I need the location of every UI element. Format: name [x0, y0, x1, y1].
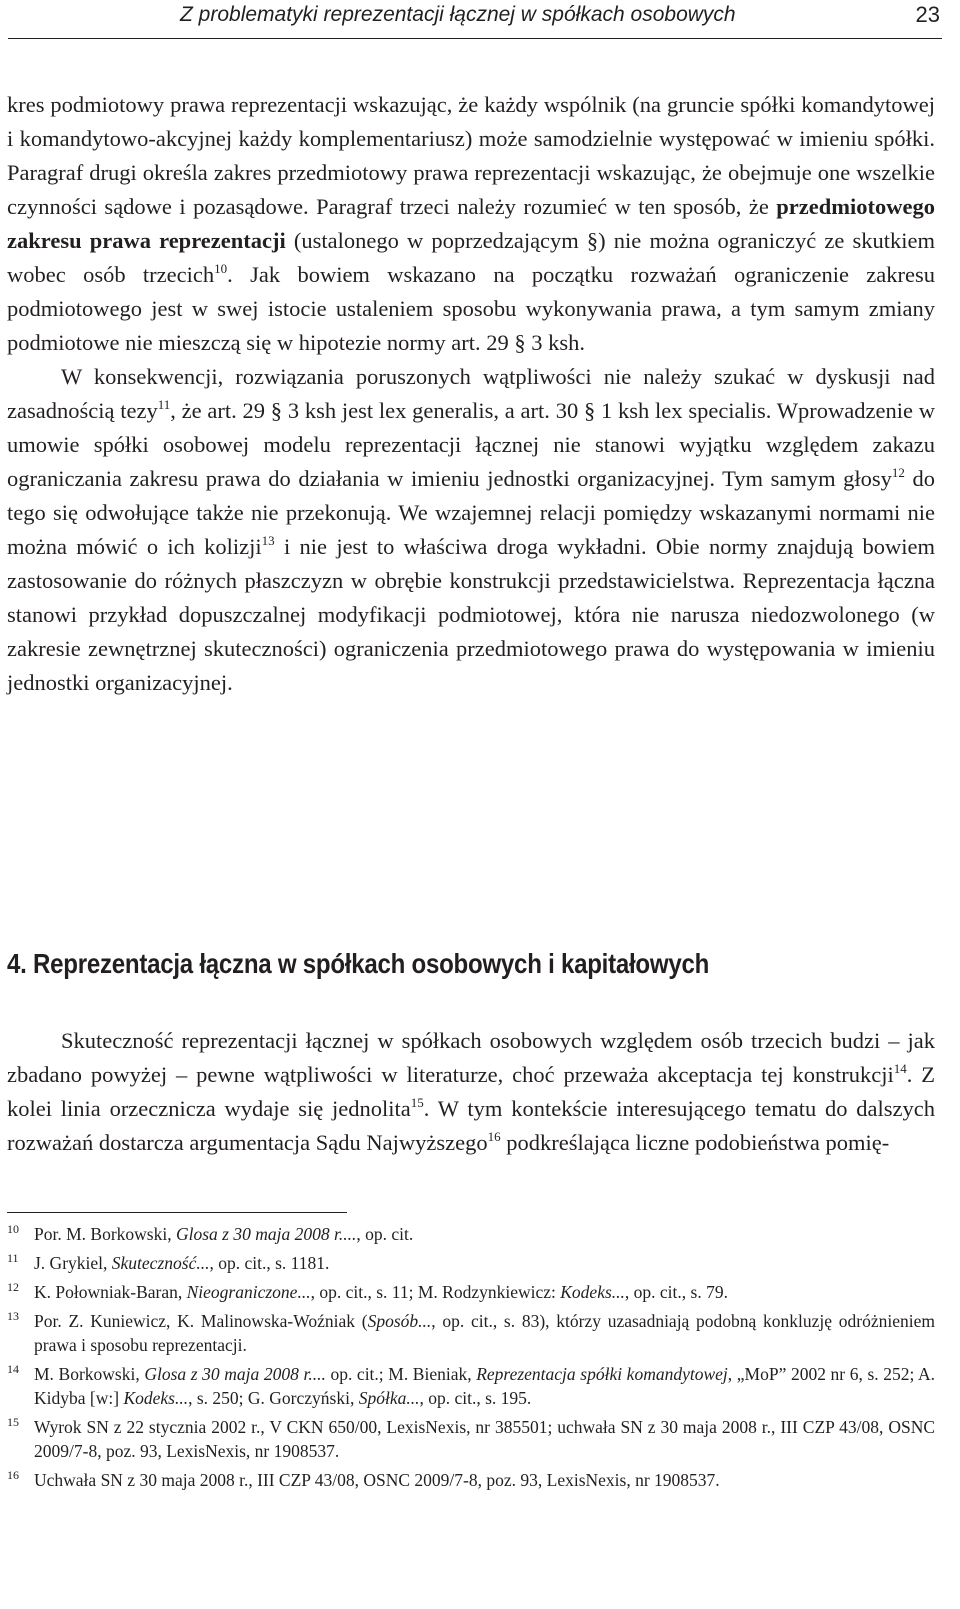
footnote-16 [7, 1468, 935, 1492]
footnote-divider [7, 1212, 347, 1213]
text-run: Skuteczność reprezentacji łącznej w spółkach osobowych względem osób trzecich budzi – jak zbadano powyżej – pewne wątpliwości w literaturze, choć przeważa akceptacja tej konstrukcji [7, 1028, 935, 1087]
text-run: Por. Z. Kuniewicz, K. Malinowska-Woźniak ( [34, 1311, 368, 1331]
paragraph [7, 360, 935, 700]
text-run: (ustalonego w poprzedzającym §) nie można ograniczyć ze skutkiem wobec osób trzecich [7, 228, 935, 287]
text-run: do tego się odwołujące także nie przekonują. We wzajemnej relacji pomiędzy wskazanymi normami nie można mówić o ich kolizji [7, 466, 935, 559]
footnote-15 [7, 1415, 935, 1463]
footnote-ref[interactable]: 12 [891, 465, 905, 480]
footnote-13 [7, 1309, 935, 1357]
footnote-12 [7, 1280, 935, 1304]
footnote-ref[interactable]: 10 [214, 261, 228, 276]
body-text [7, 88, 935, 700]
footnote-ref[interactable]: 11 [157, 397, 171, 412]
text-run: , „MoP” 2002 nr 6, s. 252; A. Kidyba [w:] [34, 1364, 936, 1408]
section-text [7, 1024, 935, 1160]
footnotes [7, 1222, 935, 1497]
text-run: , op. cit., s. 1181. [209, 1253, 330, 1273]
page-number: 23 [915, 2, 940, 27]
text-run: i nie jest to właściwa droga wykładni. Obie normy znajdują bowiem zastosowanie do różnych płaszczyzn w obrębie konstrukcji przedstawicielstwa. Reprezentacja łączna stanowi przykład dopuszczalnej modyfikacji podmiotowej, która nie narusza niedozwolonego (w zakresie zewnętrznej skuteczności) ograniczenia przedmiotowego prawa do występowania w imieniu jednostki organizacyjnej. [7, 534, 935, 695]
italic-title: Glosa z 30 maja 2008 r.... [175, 1224, 357, 1244]
footnote-11 [7, 1251, 935, 1275]
footnote-number: 11 [7, 1251, 19, 1265]
text-run: . Jak bowiem wskazano na początku rozważań ograniczenie zakresu podmiotowego jest w swej istocie ustaleniem sposobu wykonywania prawa, a tym samym zmiany podmiotowe nie mieszczą się w hipotezie normy art. 29 § 3 ksh. [7, 262, 936, 355]
text-run: , że art. 29 § 3 ksh jest lex generalis, a art. 30 § 1 ksh lex specialis. Wprowadzenie w umowie spółki osobowej modelu reprezentacji łącznej nie stanowi wyjątku względem zakazu ograniczania zakresu prawa do działania w imieniu jednostki organizacyjnej. Tym samym głosy [7, 398, 936, 491]
paragraph [7, 1024, 935, 1160]
text-run: Por. M. Borkowski, [34, 1224, 176, 1244]
running-title: Z problematyki reprezentacji łącznej w spółkach osobowych [180, 3, 736, 26]
text-run: , op. cit. [356, 1224, 414, 1244]
footnote-ref[interactable]: 14 [893, 1061, 907, 1076]
italic-title: Sposób... [367, 1311, 432, 1331]
text-run: kres podmiotowy prawa reprezentacji wskazując, że każdy wspólnik (na gruncie spółki komandytowej i komandytowo-akcyjnej każdy komplementariusz) może samodzielnie występować w imieniu spółki. Paragraf drugi określa zakres przedmiotowy prawa reprezentacji wskazując, że obejmuje one wszelkie czynności sądowe i pozasądowe. Paragraf trzeci należy rozumieć w ten sposób, że [7, 92, 935, 219]
footnote-number: 12 [7, 1280, 19, 1294]
italic-title: Glosa z 30 maja 2008 r.... [144, 1364, 326, 1384]
footnote-number: 13 [7, 1309, 19, 1323]
text-run: , op. cit., s. 83), którzy uzasadniają podobną konkluzję odróżnieniem prawa i sposobu reprezentacji. [34, 1311, 935, 1355]
text-run: , op. cit., s. 11; M. Rodzynkiewicz: [310, 1282, 561, 1302]
section-heading: 4. Reprezentacja łączna w spółkach osobowych i kapitałowych [7, 948, 710, 979]
running-header [8, 0, 942, 39]
footnote-ref[interactable]: 13 [261, 533, 275, 548]
text-run: podkreślająca liczne podobieństwa pomię- [500, 1130, 890, 1155]
text-run: M. Borkowski, [34, 1364, 145, 1384]
footnote-number: 10 [7, 1222, 19, 1236]
text-run: Wyrok SN z 22 stycznia 2002 r., V CKN 650/00, LexisNexis, nr 385501; uchwała SN z 30 maja 2008 r., III CZP 43/08, OSNC 2009/7-8, poz. 93, LexisNexis, nr 1908537. [34, 1417, 935, 1461]
footnote-ref[interactable]: 15 [410, 1095, 424, 1110]
text-run: J. Grykiel, [34, 1253, 112, 1273]
footnote-number: 16 [7, 1468, 19, 1482]
text-run: K. Połowniak-Baran, [34, 1282, 187, 1302]
text-run: . W tym kontekście interesującego tematu do dalszych rozważań dostarcza argumentacja Sądu Najwyższego [7, 1096, 935, 1155]
text-run: . Z kolei linia orzecznicza wydaje się jednolita [7, 1062, 935, 1121]
text-run: , op. cit., s. 195. [419, 1388, 532, 1408]
italic-title: Spółka... [358, 1388, 420, 1408]
text-run: op. cit.; M. Bieniak, [325, 1364, 477, 1384]
italic-title: Reprezentacja spółki komandytowej [476, 1364, 728, 1384]
footnote-number: 14 [7, 1362, 19, 1376]
footnote-14 [7, 1362, 935, 1410]
text-run: , op. cit., s. 79. [624, 1282, 728, 1302]
italic-title: Kodeks... [560, 1282, 625, 1302]
text-run: , s. 250; G. Gorczyński, [188, 1388, 359, 1408]
footnote-number: 15 [7, 1415, 19, 1429]
italic-title: Skuteczność... [111, 1253, 210, 1273]
italic-title: Nieograniczone... [186, 1282, 311, 1302]
bold-phrase: przedmiotowego zakresu prawa reprezentacji [7, 194, 935, 253]
text-run: Uchwała SN z 30 maja 2008 r., III CZP 43/08, OSNC 2009/7-8, poz. 93, LexisNexis, nr 1908537. [34, 1470, 720, 1490]
paragraph [7, 88, 935, 360]
italic-title: Kodeks... [123, 1388, 189, 1408]
footnote-10 [7, 1222, 935, 1246]
footnote-ref[interactable]: 16 [487, 1129, 501, 1144]
text-run: W konsekwencji, rozwiązania poruszonych wątpliwości nie należy szukać w dyskusji nad zasadnością tezy [7, 364, 935, 423]
